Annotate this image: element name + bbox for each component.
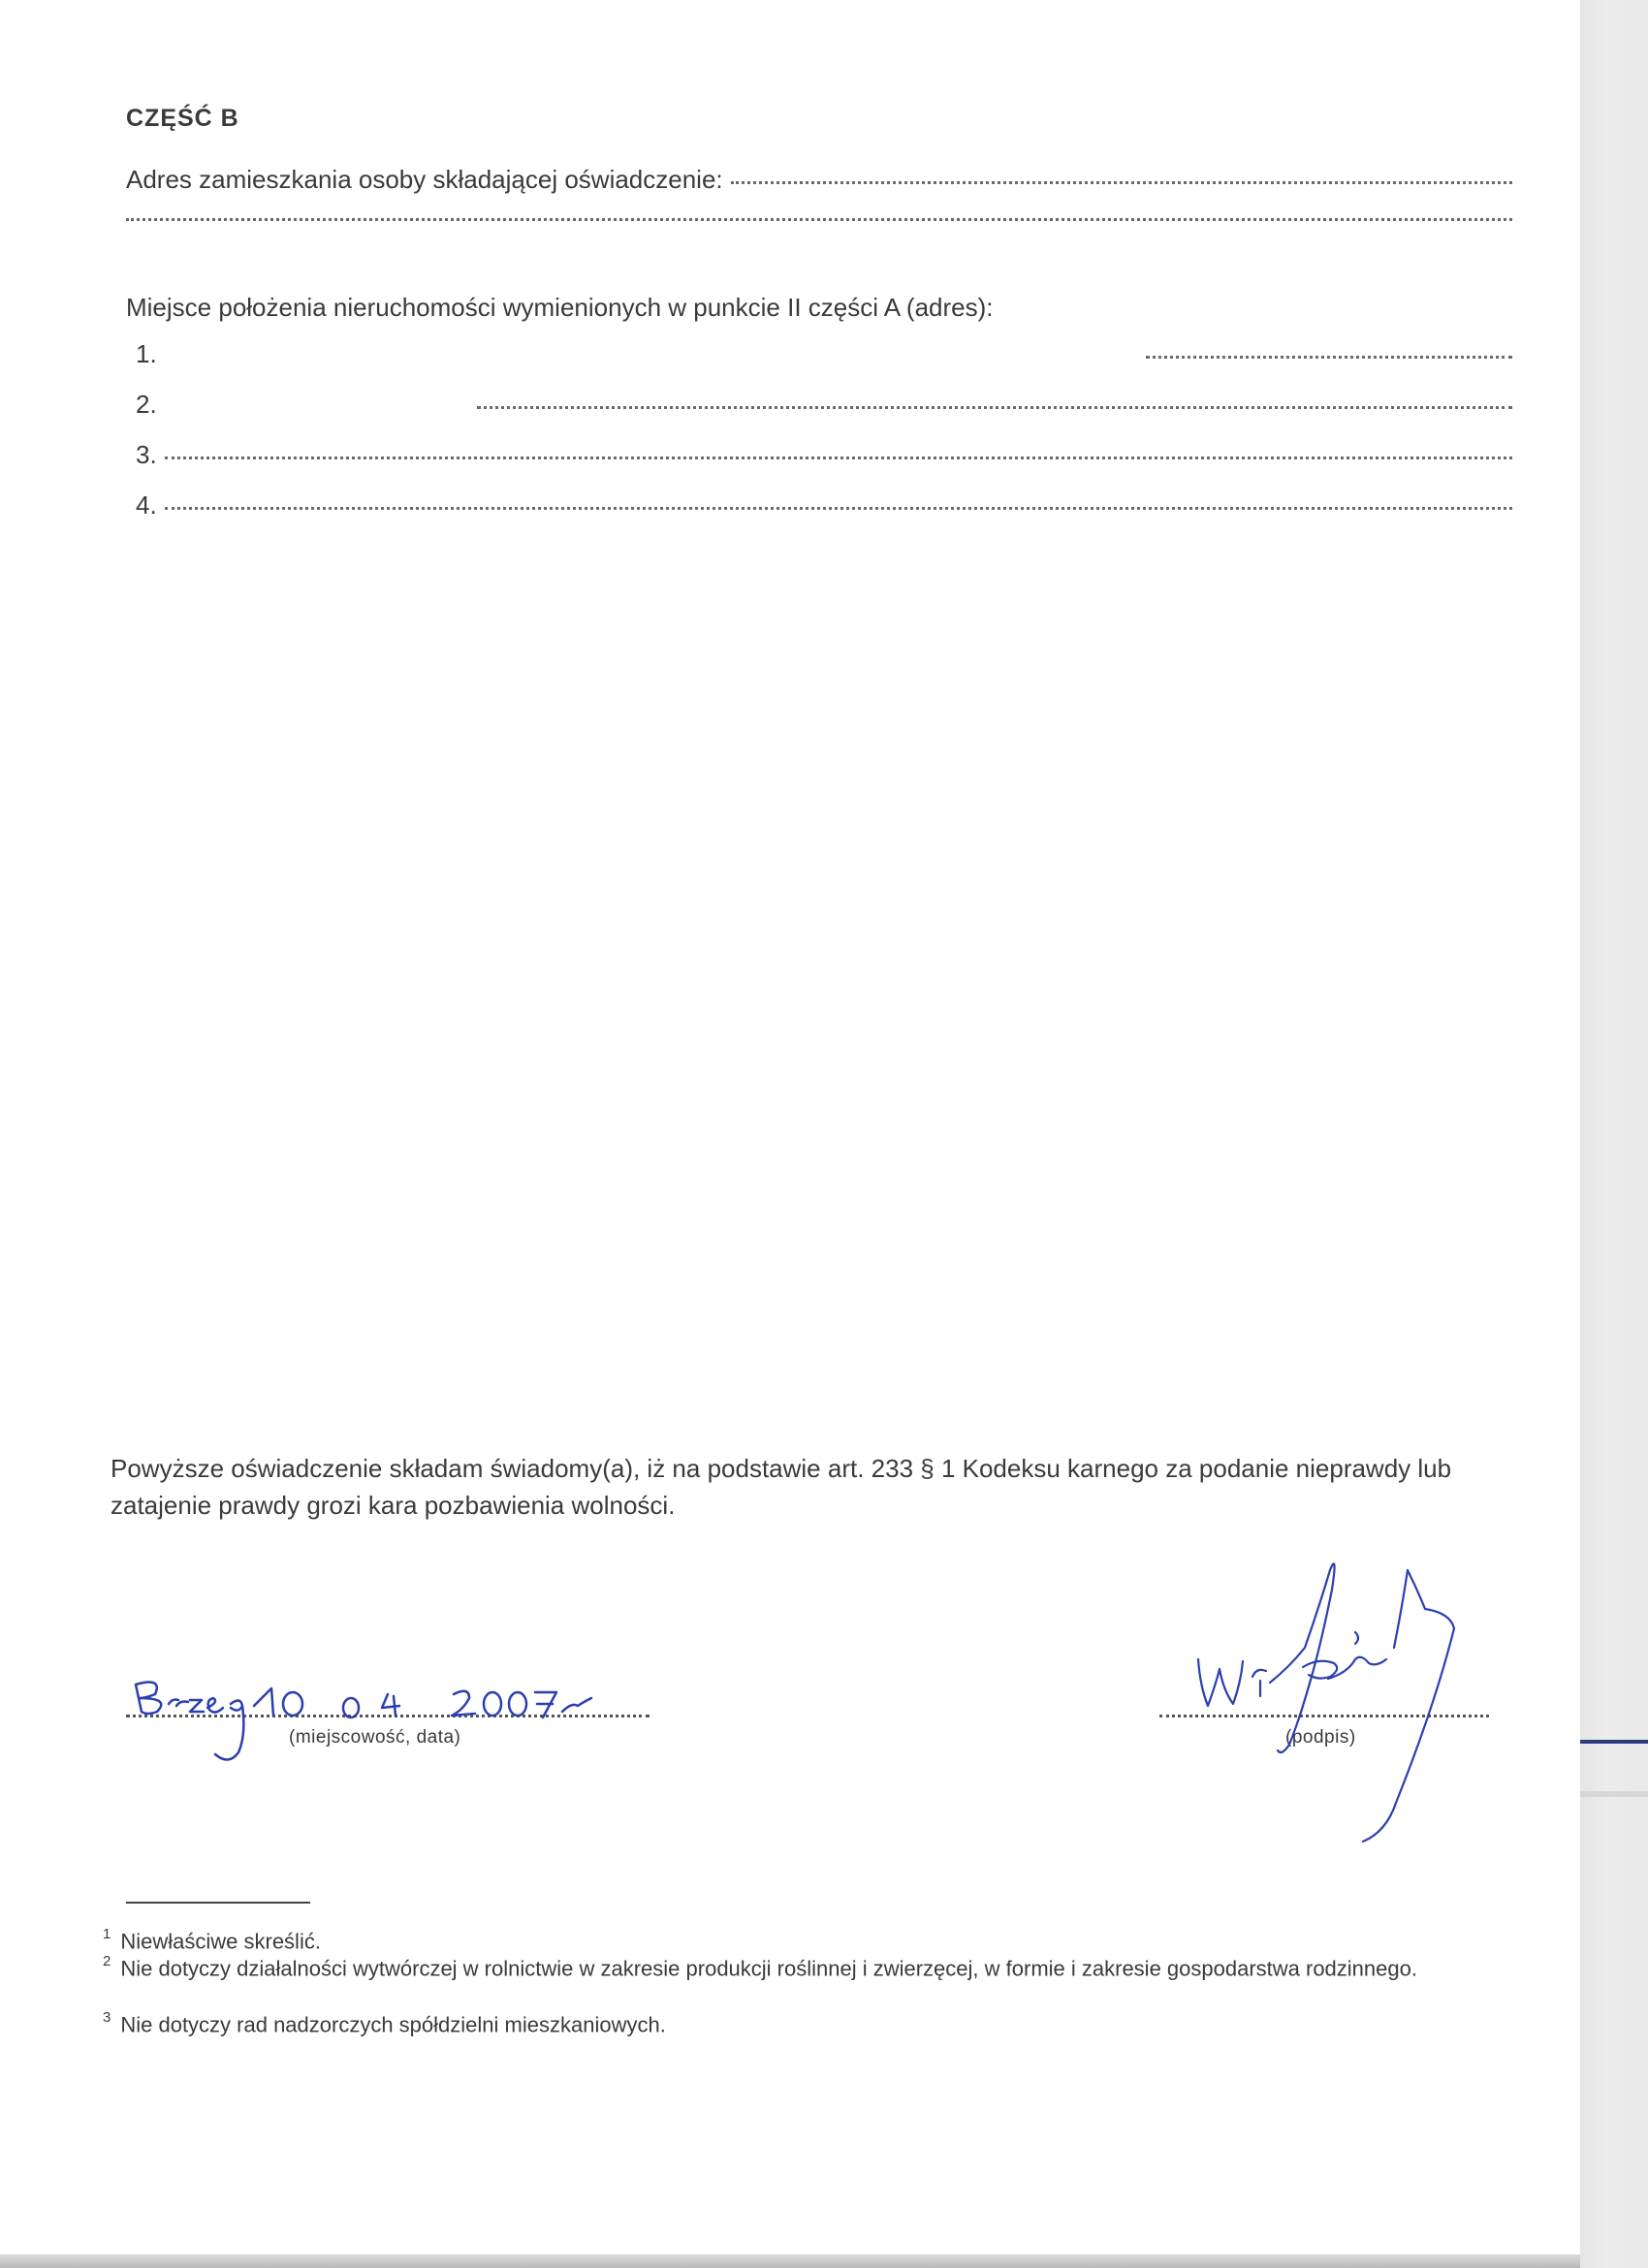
property-item-number: 3. [136, 440, 157, 469]
footnote-separator [126, 1902, 310, 1904]
property-label: Miejsce położenia nieruchomości wymienionych w punkcie II części A (adres): [126, 293, 994, 322]
footnote-number: 2 [103, 1953, 111, 1969]
property-item-number: 4. [136, 490, 157, 520]
address-dotted-line [731, 180, 1512, 184]
property-item-row[interactable] [136, 390, 1512, 420]
property-item-number: 1. [136, 339, 157, 368]
footnote-number: 1 [103, 1926, 111, 1942]
signature-line[interactable] [1159, 1714, 1489, 1717]
property-item-dotted-line [165, 456, 1512, 459]
scan-edge [1580, 0, 1648, 2268]
address-field-continued[interactable] [126, 221, 1512, 225]
footnote-number: 3 [103, 2009, 111, 2026]
property-item-row[interactable] [136, 440, 1512, 470]
place-date-caption: (miejscowość, data) [289, 1727, 461, 1748]
scan-bottom-edge [0, 2254, 1580, 2268]
footnote-2 [103, 1950, 1528, 1982]
address-field[interactable] [126, 165, 1512, 195]
place-date-line[interactable] [126, 1714, 650, 1717]
property-item-dotted-line [477, 405, 1512, 409]
footnote-3 [103, 2006, 1528, 2038]
property-label-row [126, 293, 1512, 323]
property-item-row[interactable] [136, 339, 1512, 369]
property-item-row[interactable] [136, 490, 1512, 520]
declaration-text: Powyższe oświadczenie składam świadomy(a), iż na podstawie art. 233 § 1 Kodeksu karnego za podanie nieprawdy lub zatajenie prawdy grozi kara pozbawienia wolności. [111, 1454, 1452, 1520]
signature-caption: (podpis) [1285, 1727, 1356, 1748]
property-item-dotted-line [1146, 355, 1512, 359]
property-item-dotted-line [165, 506, 1512, 510]
footnote-text: Nie dotyczy rad nadzorczych spółdzielni mieszkaniowych. [120, 2012, 666, 2037]
footnote-text: Niewłaściwe skreślić. [120, 1929, 321, 1954]
handwritten-signature [1198, 1563, 1454, 1842]
property-item-number: 2. [136, 390, 157, 419]
address-label: Adres zamieszkania osoby składającej oświadczenie: [126, 165, 723, 194]
scan-edge-mark [1580, 1791, 1648, 1797]
footnote-text: Nie dotyczy działalności wytwórczej w rolnictwie w zakresie produkcji roślinnej i zwierzęcej, w formie i zakresie gospodarstwa rodzinnego. [120, 1956, 1417, 1981]
address-dotted-line [126, 217, 1512, 221]
section-heading: CZĘŚĆ B [126, 105, 239, 132]
scan-edge-mark [1580, 1740, 1648, 1744]
